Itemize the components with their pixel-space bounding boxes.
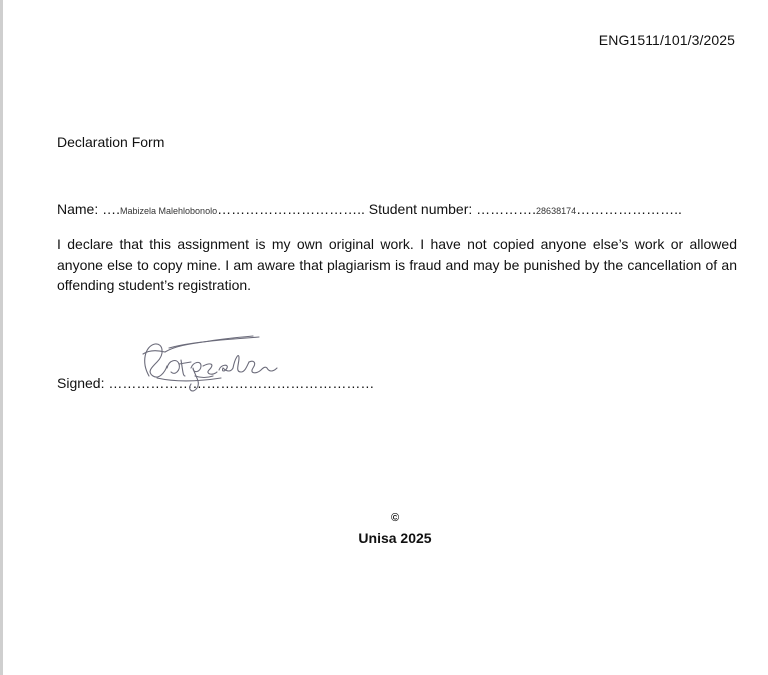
handwritten-signature <box>135 332 295 396</box>
student-number-label: Student number: <box>368 201 473 217</box>
footer-organization: Unisa 2025 <box>358 530 432 546</box>
signed-label: Signed: <box>57 375 105 391</box>
form-title: Declaration Form <box>57 134 165 150</box>
name-line <box>57 201 682 217</box>
student-number-trailing-dots: ………………….. <box>576 201 682 217</box>
name-leading-dots: …. <box>102 201 121 217</box>
student-number-value: 28638174 <box>536 206 577 216</box>
copyright-symbol: © <box>390 512 400 524</box>
student-number-leading-dots: …………. <box>476 201 537 217</box>
document-reference: ENG1511/101/3/2025 <box>598 32 735 48</box>
signed-dots: ………………………………………………… <box>108 375 375 391</box>
name-trailing-dots: ………………………….. <box>217 201 365 217</box>
name-value: Mabizela Malehlobonolo <box>120 206 218 216</box>
name-label: Name: <box>57 201 99 217</box>
page-left-edge <box>0 0 3 675</box>
declaration-paragraph: I declare that this assignment is my own original work. I have not copied anyone else’s work or allowed anyone else to copy mine. I am aware that plagiarism is fraud and may be punished by the cancellation of an offending student’s registration. <box>57 236 737 293</box>
